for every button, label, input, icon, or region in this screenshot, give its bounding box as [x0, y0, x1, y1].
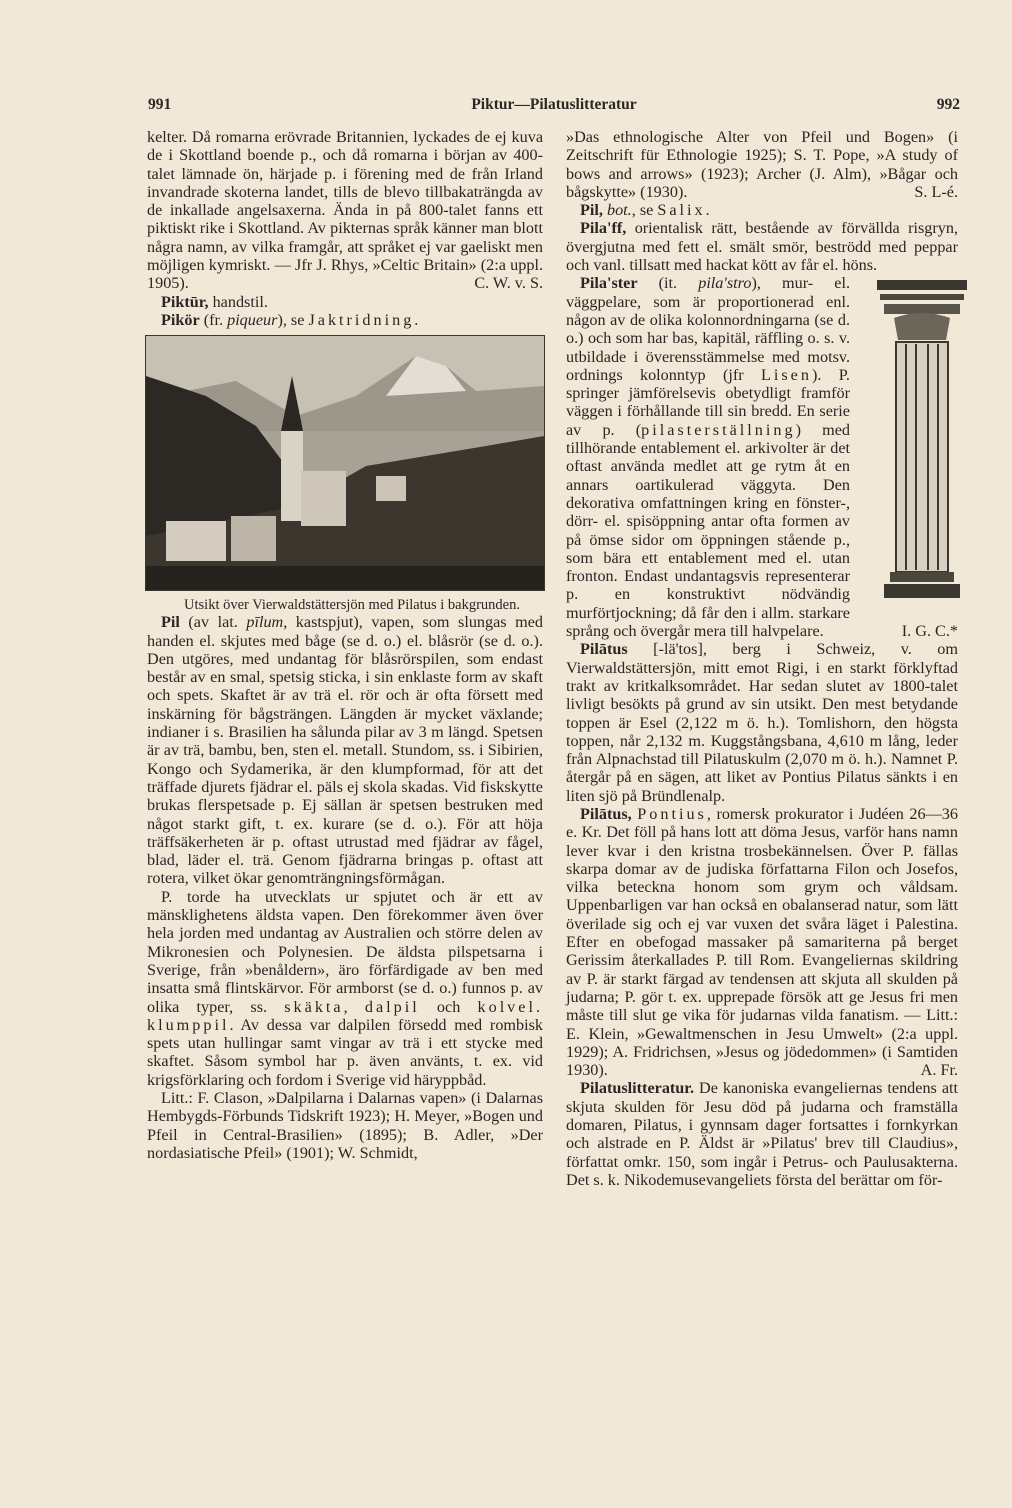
headword: Piktūr,	[161, 292, 209, 311]
headword: Pil	[161, 613, 180, 632]
headword: Pilātus	[580, 640, 628, 659]
headword: Pila'ff,	[580, 219, 627, 238]
headword: Pila'ster	[580, 274, 638, 293]
paragraph-continued: »Das ethnologische Alter von Pfeil und Bogen» (i Zeitschrift für Ethnologie 1925); S. T. Pope, »A study of bows and arrows» (1923); Archer (J. Alm), »Bågar och bågskytte» (1930). S. L-é.	[566, 128, 958, 201]
page-header	[148, 96, 960, 122]
page-number-right: 992	[936, 96, 960, 113]
entry-pil-part2: P. torde ha utvecklats ur spjutet och är ett av mänsklighetens äldsta vapen. Den förekommer även över hela jorden med undantag av Australien och större delen av Mikronesien och Polynesien. De äldsta pilspetsarna i Sverige, från »benåldern», äro förfärdigade av ben med insatta små flintskärvor. För armborst (se d. o.) funnos p. av olika typer, ss. skäkta, dalpil och kolvel. klumppil. Av dessa var dalpilen försedd med rombisk spets utan hullingar samt vingar av trä i ett stycke med skaftet. Såsom symbol har p. även använts, t. ex. vid krigsförklaring och fordom i Sverige vid härуppbåd.	[147, 887, 544, 1089]
entry-pil: Pil (av lat. pīlum, kastspjut), vapen, som slungas med handen el. skjutes med båge (se d. o.) el. blåsrör (se d. o.). Den utgöres, med undantag för blåsrörspilen, som endast består av en smal, spetsig sticka, i sin enklaste form av skaft och spets. Skaftet är av trä el. rör och är ofta försett med inskärning för bågsträngen. Längden är mycket växlande; indianer i s. Brasilien ha sålunda pilar av 3 m längd. Spetsen är av trä, bambu, ben, sten el. metall. Stundom, ss. i Sibirien, Kongo och Sydamerika, är den klumpformad, för att det träffade djurets fjädrar el. päls ej skola skadas. Vid fiskskytte brukas flerspetsade p. Ej sällan är spetsen bestruken med något starkt gift, t. ex. kurare (se d. o.). För att höja träffsäkerheten är p. oftast utrustad med fjädrar av fågel, blad, läder el. trä. Genom fjädrarna bringas p. oftast att rotera, vilket ökar genomträngningsförmågan.	[147, 613, 543, 888]
entry-pontius-pilatus: Pilātus, Pontius, romersk prokurator i Judéen 26—36 e. Kr. Det föll på hans lott att döma Jesus, varför hans namn lever kvar i den kristna trosbekännelsen. Över P. fällas skarpa domar av de judiska författarna Filon och Josefos, vilka beteckna honom som grym och våldsam. Uppenbarligen var han också en obalanserad natur, som lätt överilade sig och ej var vuxen det svåra läget i Palestina. Efter en obefogad massaker på samariterna på berget Gerissim återkallades P. till Rom. Evangeliernas skildring av P. är starkt färgad av tendensen att skjuta all skulden på judarna; P. gör t. ex. upprepade försök att ge Jesus fri men måste till slut ge vika för judarnas vilda fanatism. — Litt.: E. Klein, »Gewaltmenschen in Jesu Umwelt» (2:a uppl. 1929); A. Fridrichsen, »Jesus og jödedommen» (i Samtiden 1930). A. Fr.	[566, 804, 958, 1080]
figure-caption: Utsikt över Vierwaldstättersjön med Pilatus i bakgrunden.	[184, 597, 520, 614]
headword: Pil,	[580, 201, 603, 220]
cross-reference: Salix.	[657, 201, 713, 220]
pilaster-illustration	[858, 278, 958, 608]
headword: Pilatuslitteratur.	[580, 1079, 695, 1098]
entry-pil-bot: Pil, bot., se Salix.	[580, 201, 713, 220]
signature: C. W. v. S.	[474, 274, 543, 293]
cross-reference: Jaktridning.	[308, 310, 422, 329]
entry-pikor: Pikör (fr. piqueur), se Jaktridning.	[161, 310, 422, 329]
photo-vierwaldstattersee	[145, 335, 545, 591]
entry-pilaff: Pila'ff, orientalisk rätt, bestående av förvällda risgryn, övergjutna med fett el. smält smör, beströdd med peppar och vanl. tillsatt med hackat kött av får el. höns.	[566, 219, 958, 275]
entry-pilatus-mountain: Pilātus [-lä'tos], berg i Schweiz, v. om Vierwaldstättersjön, mitt emot Rigi, i en starkt förklyftad trakt av kritkalksområdet. Har sedan slutet av 1800-talet livligt besökts på grund av sin utsikt. Den mest betydande toppen är Esel (2,122 m ö. h.). Tomlishorn, den högsta toppen, når 2,132 m. Kuggstångsbana, 4,610 m lång, leder från Alpnachstad till Pilatuskulm (2,070 m ö. h.). Namnet P. återgår på en sägen, att liket av Pontius Pilatus sänkts i en liten sjö på Bründlenalp.	[566, 640, 958, 805]
headword: Pilātus,	[580, 804, 632, 823]
entry-pil-literature: Litt.: F. Clason, »Dalpilarna i Dalarnas vapen» (i Dalarnas Hembygds-Förbunds Tidskrift 1923); H. Meyer, »Bogen und Pfeil in Central-Brasilien» (1895); B. Adler, »Der nordasiatische Pfeil» (1901); W. Schmidt,	[147, 1088, 543, 1162]
signature: A. Fr.	[920, 1061, 958, 1080]
headword: Pikör	[161, 310, 200, 329]
signature: I. G. C.*	[901, 622, 958, 641]
running-title: Piktur—Pilatuslitteratur	[471, 96, 637, 113]
right-column	[566, 128, 958, 1189]
left-column	[147, 128, 543, 1162]
entry-pilaster: Pila'ster (it. pila'stro), mur- el. väggpelare, som är proportionerad enl. någon av de olika kolonnordningarna (se d. o.) och som har bas, kapitäl, räffling o. s. v. utbildade i överensstämmelse med motsv. ordnings kolonntyp (jfr Lisen). P. springer jämförelsevis obetydligt framför väggen i förhållande till sin bredd. En serie av p. (pilasterställning) med tillhörande entablement el. arkivolter är det oftast använda medlet att ge rytm åt en annars oartikulerad väggyta. Den dekorativa omfattningen kring en fönster-, dörr- el. spisöppning antar ofta formen av på ömse sidor om öppningen stående p., som bära ett entablement med el. utan fronton. Endast undantagsvis representerar p. en konstruktivt nödvändig murförtjockning; då får den i allm. starkare språng och övergår mera till halvpelare. I. G. C.*	[566, 274, 958, 640]
signature: S. L-é.	[914, 182, 958, 201]
entry-pilatuslitteratur: Pilatuslitteratur. De kanoniska evangeliernas tendens att skjuta skulden för Jesu död på judarna och framställa domaren, Pilatus, i gynnsam dager fortsattes i fornkyrkan och alstrade en P. Äldst är »Pilatus' brev till Claudius», författat omkr. 150, som ingår i Petrus- och Paulusakterna. Det s. k. Nikodemusevangeliets första del berättar om för-	[566, 1079, 958, 1189]
page-number-left: 991	[148, 96, 172, 113]
paragraph-kelter: kelter. Då romarna erövrade Britannien, lyckades de ej kuva de i Skottland boende p., och då romarna i början av 400-talet lämnade ön, härjade p. i förening med de från Irland invandrade skoterna landet, tills de blevo tillbakaträngda av de inkallade angelsaxerna. Ända in på 800-talet fanns ett piktiskt rike i Skottland. Av pikternas språk känner man blott några namn, av vilka framgår, att språket ej var gaeliskt men möjligen kymriskt. — Jfr J. Rhys, »Celtic Britain» (2:a uppl. 1905). C. W. v. S.	[147, 128, 543, 293]
entry-piktur: Piktūr, handstil.	[161, 292, 268, 311]
